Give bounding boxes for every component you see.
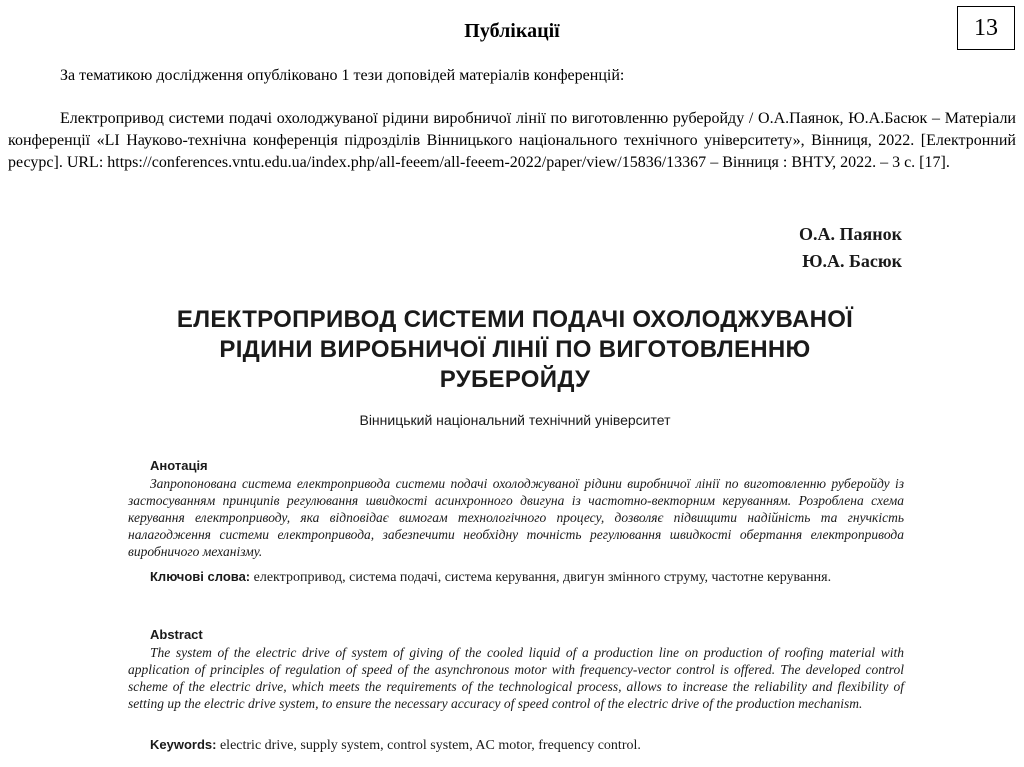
article-title <box>120 305 910 395</box>
page-number-box <box>957 6 1015 50</box>
annotation-heading: Анотація <box>150 458 208 473</box>
abstract-text: The system of the electric drive of system of giving of the cooled liquid of a production line on production of roofing material with application of principles of regulation of speed of the asynchronous motor with frequency-vector control is offered. The developed control scheme of the electric drive, which meets the requirements of the technological process, allows to increase the reliability and flexibility of setting up the electric drive system, to ensure the necessary accuracy of speed control of the electric drive of the production mechanism. <box>128 645 904 711</box>
keywords-ua-label: Ключові слова: <box>150 569 251 584</box>
abstract-heading: Abstract <box>150 627 203 642</box>
publication-reference <box>8 108 1016 174</box>
keywords-en-text: electric drive, supply system, control system, AC motor, frequency control. <box>216 738 641 753</box>
keywords-ua <box>128 568 904 587</box>
publication-url: https://conferences.vntu.edu.ua/index.php/all-feeem/all-feeem-2022/paper/view/15836/13367 <box>107 154 707 171</box>
intro-text: За тематикою дослідження опубліковано 1 тези доповідей матеріалів конференцій: <box>60 67 625 84</box>
article-scan <box>120 215 910 760</box>
article-title-line-3: РУБЕРОЙДУ <box>439 366 591 393</box>
annotation-text: Запропонована система електропривода системи подачі охолоджуваної рідини виробничої лінії по виготовленню руберойду із застосуванням принципів регулювання швидкості асинхронного двигуна із частотно-векторним керуванням. Розроблена схема керування електроприводу, яка відповідає вимогам технологічного процесу, дозволяє підвищити надійність та гнучкість налагодження системи електропривода, забезпечити необхідну точність регулювання швидкості обертання електропривода виробничого механізму. <box>128 476 904 559</box>
slide-title: Публікації <box>464 20 560 42</box>
article-title-line-2: РІДИНИ ВИРОБНИЧОЇ ЛІНІЇ ПО ВИГОТОВЛЕННЮ <box>219 336 811 363</box>
keywords-en-label: Keywords: <box>150 737 217 752</box>
author-1: О.А. Паянок <box>799 224 902 244</box>
author-2: Ю.А. Басюк <box>802 251 902 271</box>
page-number: 13 <box>974 14 998 41</box>
article-title-line-1: ЕЛЕКТРОПРИВОД СИСТЕМИ ПОДАЧІ ОХОЛОДЖУВАНОЇ <box>176 306 854 333</box>
publication-tail: – Вінниця : ВНТУ, 2022. – 3 с. [17]. <box>706 154 950 171</box>
keywords-ua-text: електропривод, система подачі, система керування, двигун змінного струму, частотне керування. <box>250 570 832 585</box>
article-authors <box>799 221 902 275</box>
article-university: Вінницький національний технічний університет <box>359 412 671 428</box>
keywords-en <box>128 736 904 755</box>
publication-text: Електропривод системи подачі охолоджуваної рідини виробничої лінії по виготовленню руберойду / О.А.Паянок, Ю.А.Басюк – Матеріали конференції «LI Науково-технічна конференція підрозділів Вінницького національного технічного університету», Вінниця, 2022. [Електронний ресурс]. URL: <box>8 110 1016 171</box>
